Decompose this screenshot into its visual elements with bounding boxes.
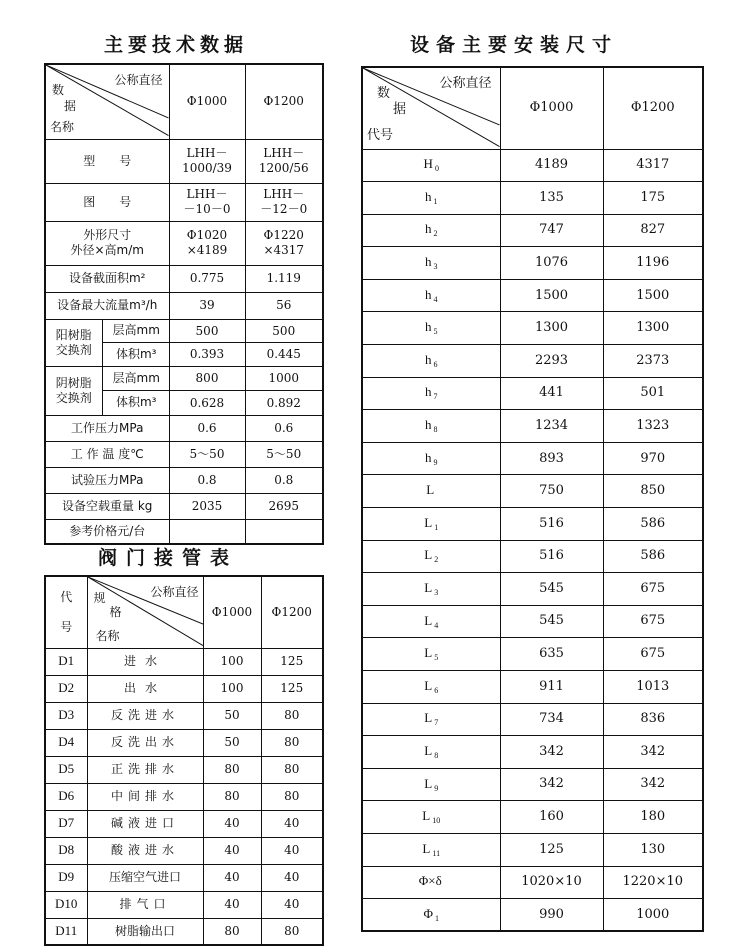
- tech-corner-top: 公称直径: [114, 73, 163, 87]
- drawing-value-1: LHH－ －10－0: [169, 183, 245, 221]
- cation-values-1: [169, 319, 245, 366]
- dimension-value-1: 990: [500, 899, 603, 932]
- dimension-code: [362, 279, 500, 312]
- dimension-value-2: 1220×10: [603, 866, 703, 899]
- tech-table: [44, 63, 324, 545]
- valves-col1-header: Φ1000: [203, 576, 261, 648]
- valves-corner-top: 公称直径: [150, 585, 199, 599]
- dimension-value-1: 545: [500, 573, 603, 606]
- size-value-1: Φ1020 ×4189: [169, 221, 245, 265]
- dims-col1-header: Φ1000: [500, 67, 603, 149]
- tech-corner-mid2: 据: [64, 99, 77, 113]
- dimension-code: [362, 671, 500, 704]
- dimension-row: [362, 540, 703, 573]
- dimension-code-sub: 0: [434, 164, 439, 174]
- dimension-row: [362, 703, 703, 736]
- valve-name: 树脂输出口: [87, 918, 203, 945]
- dims-corner-header: [362, 67, 500, 149]
- valve-size-1: 100: [203, 675, 261, 702]
- model-label: 型 号: [45, 139, 169, 183]
- model-value-2: LHH－ 1200/56: [245, 139, 323, 183]
- pressure-value-2: 0.6: [245, 415, 323, 441]
- dimension-value-2: 675: [603, 605, 703, 638]
- dimension-code: [362, 442, 500, 475]
- dimension-value-2: 175: [603, 182, 703, 215]
- valves-corner-bottom: 名称: [95, 629, 120, 643]
- dimension-code: [362, 866, 500, 899]
- dimension-code-main: h: [425, 449, 432, 465]
- dimension-value-1: 1500: [500, 279, 603, 312]
- dimension-value-1: 1020×10: [500, 866, 603, 899]
- dimension-row: [362, 671, 703, 704]
- dimension-row: [362, 377, 703, 410]
- dimension-code: [362, 312, 500, 345]
- dimension-code: [362, 508, 500, 541]
- valve-size-2: 40: [261, 891, 323, 918]
- drawing-value-2: LHH－ －12－0: [245, 183, 323, 221]
- valve-name: 中间排水: [87, 783, 203, 810]
- dimension-code-main: h: [425, 417, 432, 433]
- area-value-2: 1.119: [245, 265, 323, 292]
- valve-code: D1: [45, 648, 87, 675]
- dimension-value-2: 586: [603, 540, 703, 573]
- cation-height-label: 层高mm: [102, 320, 169, 343]
- anion-volume-1: 0.628: [189, 395, 225, 410]
- dimension-code-main: h: [425, 221, 432, 237]
- cation-volume-label: 体积m³: [115, 346, 157, 361]
- temperature-label: 工 作 温 度℃: [45, 441, 169, 467]
- valve-name: 反洗进水: [87, 702, 203, 729]
- cation-values-2: [245, 319, 323, 366]
- dimension-code-sub: 6: [433, 359, 438, 369]
- dimension-code-sub: 8: [434, 750, 439, 760]
- dimension-row: [362, 279, 703, 312]
- valve-name: 酸液进水: [87, 837, 203, 864]
- dimension-value-2: 1013: [603, 671, 703, 704]
- dimension-value-1: 1300: [500, 312, 603, 345]
- dims-table: [361, 66, 704, 932]
- valve-size-1: 50: [203, 729, 261, 756]
- valve-name: 碱液进口: [87, 810, 203, 837]
- dimension-row: [362, 214, 703, 247]
- valve-row: [45, 702, 323, 729]
- test-pressure-value-1: 0.8: [169, 467, 245, 493]
- dimension-code: [362, 768, 500, 801]
- valve-row: [45, 756, 323, 783]
- valve-size-2: 125: [261, 648, 323, 675]
- dimension-code-main: L: [426, 482, 435, 498]
- dimension-row: [362, 508, 703, 541]
- valve-row: [45, 675, 323, 702]
- dimension-code-sub: 1: [435, 913, 439, 923]
- dimension-value-1: 135: [500, 182, 603, 215]
- dimension-row: [362, 736, 703, 769]
- dimension-value-2: 675: [603, 573, 703, 606]
- dimension-value-2: 501: [603, 377, 703, 410]
- dimension-code: [362, 638, 500, 671]
- dimension-code-sub: 9: [433, 457, 438, 467]
- pressure-label: 工作压力MPa: [45, 415, 169, 441]
- dimension-value-2: 970: [603, 442, 703, 475]
- dimension-code-sub: 1: [434, 522, 439, 532]
- price-value-1: [169, 519, 245, 544]
- dimension-row: [362, 475, 703, 508]
- dimension-value-1: 1076: [500, 247, 603, 280]
- dimension-value-1: 516: [500, 540, 603, 573]
- dimension-code: [362, 410, 500, 443]
- dims-corner-mid2: 据: [393, 102, 407, 117]
- dimension-code-main: L: [424, 547, 433, 563]
- dimension-value-1: 893: [500, 442, 603, 475]
- size-label: 外形尺寸 外径×高m/m: [45, 221, 169, 265]
- dims-corner-mid1: 数: [377, 86, 391, 101]
- dimension-value-1: 342: [500, 768, 603, 801]
- valve-row: [45, 810, 323, 837]
- valves-corner-mid2: 格: [109, 605, 122, 619]
- dimension-code-main: h: [425, 286, 432, 302]
- dimension-code-sub: 10: [432, 816, 441, 826]
- valve-size-2: 40: [261, 837, 323, 864]
- dimension-code: [362, 833, 500, 866]
- valve-code: D3: [45, 702, 87, 729]
- dimension-row: [362, 247, 703, 280]
- dims-body: [362, 149, 703, 931]
- dimension-value-2: 586: [603, 508, 703, 541]
- valve-name: 压缩空气进口: [87, 864, 203, 891]
- weight-value-2: 2695: [245, 493, 323, 519]
- valve-code: D8: [45, 837, 87, 864]
- valve-code: D7: [45, 810, 87, 837]
- dimension-code-main: h: [425, 351, 432, 367]
- dimension-value-2: 180: [603, 801, 703, 834]
- valve-row: [45, 729, 323, 756]
- valve-row: [45, 864, 323, 891]
- valve-size-2: 80: [261, 729, 323, 756]
- dimension-code-main: h: [425, 254, 432, 270]
- valve-size-1: 80: [203, 756, 261, 783]
- anion-height-label: 层高mm: [102, 367, 169, 391]
- drawing-label: 图 号: [45, 183, 169, 221]
- cation-group: [45, 319, 169, 366]
- test-pressure-label: 试验压力MPa: [45, 467, 169, 493]
- dimension-row: [362, 801, 703, 834]
- valve-name: 出水: [87, 675, 203, 702]
- dimension-value-1: 747: [500, 214, 603, 247]
- dimension-code-sub: 11: [432, 848, 441, 858]
- dimension-value-2: 1500: [603, 279, 703, 312]
- dimension-code-sub: 4: [434, 620, 439, 630]
- dimension-code-sub: 1: [433, 196, 438, 206]
- valve-code: D9: [45, 864, 87, 891]
- dimension-code-sub: 7: [433, 392, 438, 402]
- dimension-value-2: 1000: [603, 899, 703, 932]
- size-value-2: Φ1220 ×4317: [245, 221, 323, 265]
- dimension-value-1: 734: [500, 703, 603, 736]
- dimension-code: [362, 182, 500, 215]
- dimension-code-sub: 7: [434, 718, 439, 728]
- flow-value-1: 39: [169, 292, 245, 319]
- valve-row: [45, 648, 323, 675]
- valves-body: [45, 648, 323, 945]
- dimension-code-sub: 8: [433, 425, 438, 435]
- dimension-value-2: 836: [603, 703, 703, 736]
- dimension-code-sub: 3: [433, 262, 438, 272]
- dimension-code: [362, 573, 500, 606]
- dimension-row: [362, 312, 703, 345]
- anion-group: [45, 366, 169, 415]
- dimension-value-1: 441: [500, 377, 603, 410]
- dimension-code-main: L: [422, 840, 431, 856]
- area-value-1: 0.775: [169, 265, 245, 292]
- dimension-code-sub: 2: [433, 229, 438, 239]
- flow-value-2: 56: [245, 292, 323, 319]
- anion-height-2: 1000: [246, 367, 323, 391]
- dimension-row: [362, 345, 703, 378]
- valve-size-2: 125: [261, 675, 323, 702]
- valve-row: [45, 891, 323, 918]
- dimension-code: [362, 703, 500, 736]
- dimension-code-main: H: [423, 156, 433, 172]
- dimension-value-2: 850: [603, 475, 703, 508]
- dimension-row: [362, 605, 703, 638]
- tech-title: 主要技术数据: [104, 34, 249, 56]
- dimension-value-2: 1300: [603, 312, 703, 345]
- price-value-2: [245, 519, 323, 544]
- valve-row: [45, 837, 323, 864]
- dimension-value-1: 750: [500, 475, 603, 508]
- dimension-value-1: 342: [500, 736, 603, 769]
- dimension-code: [362, 345, 500, 378]
- dimension-value-1: 125: [500, 833, 603, 866]
- dimension-value-1: 4189: [500, 149, 603, 182]
- tech-corner-header: [45, 64, 169, 139]
- dimension-value-1: 635: [500, 638, 603, 671]
- dimension-code-main: L: [424, 677, 433, 693]
- valve-name: 排气口: [87, 891, 203, 918]
- valve-name: 反洗出水: [87, 729, 203, 756]
- dimension-row: [362, 149, 703, 182]
- valve-code: D2: [45, 675, 87, 702]
- valves-corner-header: [87, 576, 203, 648]
- dims-corner-top: 公称直径: [439, 76, 492, 91]
- cation-volume-2: 0.445: [266, 346, 301, 361]
- valves-code-header: 代 号: [45, 576, 87, 648]
- dimension-value-2: 1196: [603, 247, 703, 280]
- tech-col2-header: Φ1200: [245, 64, 323, 139]
- dimension-code-main: L: [424, 775, 433, 791]
- valve-code: D11: [45, 918, 87, 945]
- dimension-code-main: L: [424, 514, 433, 530]
- weight-label: 设备空载重量 kg: [45, 493, 169, 519]
- dimension-code-main: Φ×δ: [418, 873, 442, 889]
- valves-col2-header: Φ1200: [261, 576, 323, 648]
- dimension-code-main: L: [424, 742, 433, 758]
- dimension-value-2: 4317: [603, 149, 703, 182]
- dimension-code-main: L: [424, 612, 433, 628]
- tech-corner-bottom: 名称: [50, 120, 75, 134]
- dimension-code-main: L: [424, 645, 433, 661]
- valves-corner-mid1: 规: [93, 591, 106, 605]
- dimension-code: [362, 377, 500, 410]
- dimension-code: [362, 540, 500, 573]
- dimension-code-main: h: [425, 188, 432, 204]
- anion-volume-label: 体积m³: [115, 395, 157, 410]
- dimension-value-1: 2293: [500, 345, 603, 378]
- valve-size-1: 50: [203, 702, 261, 729]
- area-label: 设备截面积m²: [45, 265, 169, 292]
- dimension-code-main: L: [422, 808, 431, 824]
- tech-corner-mid1: 数: [52, 83, 65, 97]
- valve-size-2: 40: [261, 864, 323, 891]
- anion-volume-2: 0.892: [266, 395, 301, 410]
- dimension-value-2: 827: [603, 214, 703, 247]
- tech-col1-header: Φ1000: [169, 64, 245, 139]
- valve-row: [45, 783, 323, 810]
- valve-size-1: 40: [203, 891, 261, 918]
- dimension-code-main: L: [424, 580, 433, 596]
- flow-label: 设备最大流量m³/h: [45, 292, 169, 319]
- dimension-value-2: 342: [603, 768, 703, 801]
- dimension-row: [362, 899, 703, 932]
- temperature-value-2: 5～50: [245, 441, 323, 467]
- dimension-code: [362, 475, 500, 508]
- dimension-code-main: h: [425, 384, 432, 400]
- dimension-code-main: L: [424, 710, 433, 726]
- dimension-code-sub: 6: [434, 685, 439, 695]
- dimension-value-2: 130: [603, 833, 703, 866]
- cation-height-1: 500: [170, 320, 245, 343]
- valve-size-1: 40: [203, 837, 261, 864]
- valve-size-2: 80: [261, 756, 323, 783]
- dimension-code: [362, 247, 500, 280]
- dimension-value-1: 911: [500, 671, 603, 704]
- anion-group-label: 阴树脂 交换剂: [46, 367, 102, 415]
- model-value-1: LHH－ 1000/39: [169, 139, 245, 183]
- valve-code: D5: [45, 756, 87, 783]
- valve-name: 正洗排水: [87, 756, 203, 783]
- valve-size-1: 80: [203, 918, 261, 945]
- valve-size-2: 80: [261, 702, 323, 729]
- cation-height-2: 500: [246, 320, 323, 343]
- dimension-code: [362, 605, 500, 638]
- dimension-row: [362, 442, 703, 475]
- dimension-code: [362, 214, 500, 247]
- weight-value-1: 2035: [169, 493, 245, 519]
- pressure-value-1: 0.6: [169, 415, 245, 441]
- dimension-value-2: 2373: [603, 345, 703, 378]
- dimension-code-sub: 9: [434, 783, 439, 793]
- anion-values-1: [169, 366, 245, 415]
- dimension-code-sub: 4: [433, 294, 438, 304]
- valve-name: 进水: [87, 648, 203, 675]
- valve-size-2: 80: [261, 918, 323, 945]
- cation-volume-1: 0.393: [189, 346, 225, 361]
- dimension-value-1: 545: [500, 605, 603, 638]
- anion-height-1: 800: [170, 367, 245, 391]
- dimension-value-1: 160: [500, 801, 603, 834]
- valve-code: D6: [45, 783, 87, 810]
- dimension-value-2: 342: [603, 736, 703, 769]
- cation-group-label: 阳树脂 交换剂: [46, 320, 102, 366]
- dimension-code-sub: 5: [434, 653, 439, 663]
- dimension-code: [362, 801, 500, 834]
- dims-corner-bottom: 代号: [367, 128, 394, 143]
- dimension-row: [362, 833, 703, 866]
- temperature-value-1: 5～50: [169, 441, 245, 467]
- dimension-code-main: h: [425, 319, 432, 335]
- valve-code: D4: [45, 729, 87, 756]
- dims-col2-header: Φ1200: [603, 67, 703, 149]
- dimension-code: [362, 149, 500, 182]
- valve-size-1: 40: [203, 810, 261, 837]
- valves-table: [44, 575, 324, 946]
- dimension-row: [362, 638, 703, 671]
- valve-size-1: 100: [203, 648, 261, 675]
- dimension-value-2: 675: [603, 638, 703, 671]
- dimension-value-2: 1323: [603, 410, 703, 443]
- test-pressure-value-2: 0.8: [245, 467, 323, 493]
- dimension-code: [362, 899, 500, 932]
- dims-title: 设备主要安装尺寸: [410, 34, 619, 56]
- valve-size-2: 40: [261, 810, 323, 837]
- valve-code: D10: [45, 891, 87, 918]
- dimension-code: [362, 736, 500, 769]
- dimension-row: [362, 866, 703, 899]
- dimension-code-sub: 5: [433, 327, 438, 337]
- valve-row: [45, 918, 323, 945]
- valve-size-1: 40: [203, 864, 261, 891]
- dimension-row: [362, 768, 703, 801]
- dimension-row: [362, 410, 703, 443]
- anion-values-2: [245, 366, 323, 415]
- dimension-row: [362, 573, 703, 606]
- price-label: 参考价格元/台: [45, 519, 169, 544]
- valves-title: 阀门接管表: [98, 547, 239, 569]
- dimension-code-sub: 3: [434, 588, 439, 598]
- dimension-row: [362, 182, 703, 215]
- valve-size-1: 80: [203, 783, 261, 810]
- dimension-value-1: 1234: [500, 410, 603, 443]
- dimension-value-1: 516: [500, 508, 603, 541]
- dimension-code-sub: 2: [434, 555, 439, 565]
- valve-size-2: 80: [261, 783, 323, 810]
- dimension-code-main: Φ: [423, 905, 433, 921]
